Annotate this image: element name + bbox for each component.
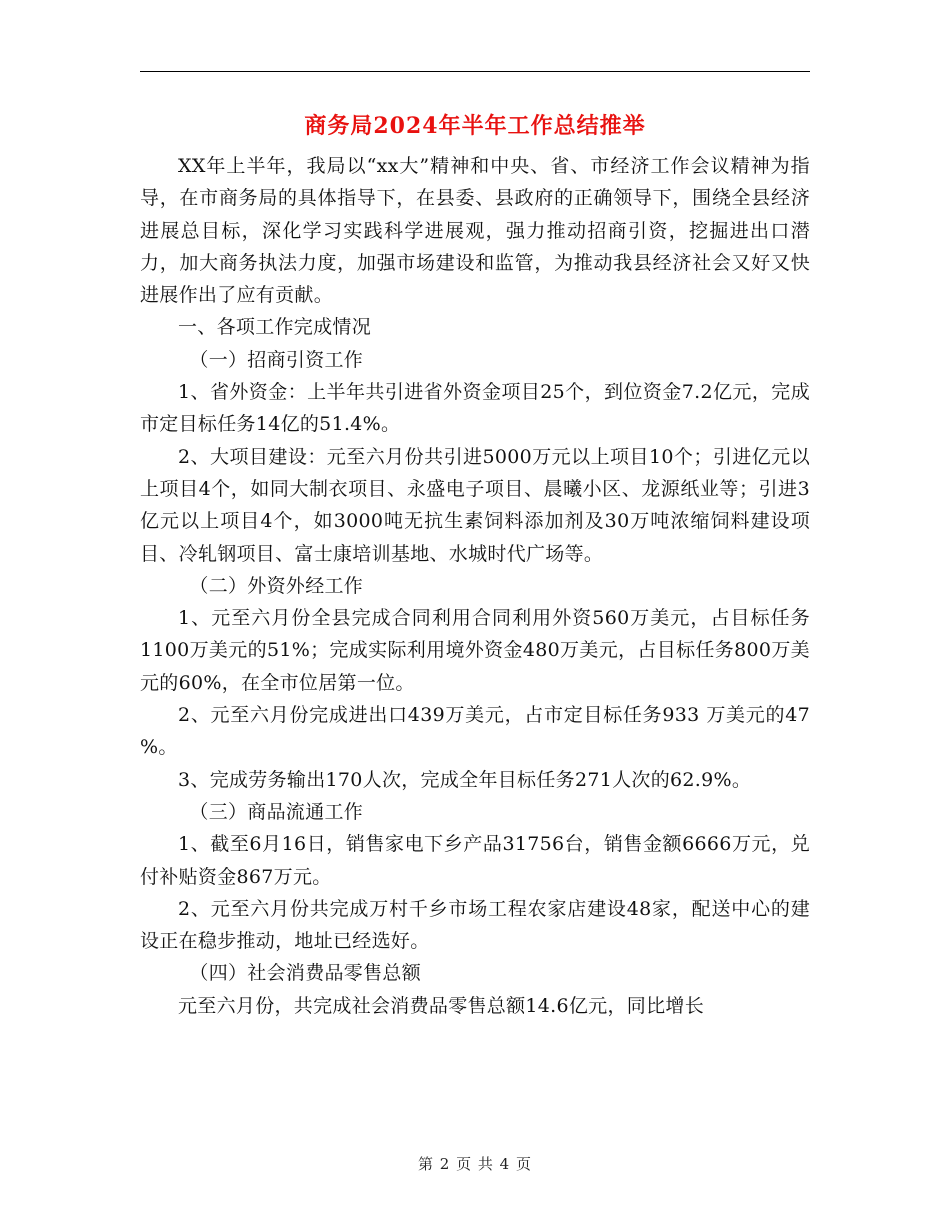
header-rule — [140, 71, 810, 72]
subsection-heading: （三）商品流通工作 — [189, 800, 364, 823]
body-paragraph: 2、元至六月份共完成万村千乡市场工程农家店建设48家，配送中心的建设正在稳步推动，地址已经选好。 — [140, 897, 810, 953]
body-paragraph: 1、省外资金：上半年共引进省外资金项目25个，到位资金7.2亿元，完成市定目标任务14亿的51.4%。 — [140, 381, 810, 436]
section-heading: 一、各项工作完成情况 — [178, 316, 372, 339]
document-title: 商务局2024年半年工作总结推举 — [304, 113, 646, 139]
body-paragraph: 3、完成劳务输出170人次，完成全年目标任务271人次的62.9%。 — [178, 768, 752, 791]
subsection-heading: （四）社会消费品零售总额 — [189, 962, 421, 985]
body-paragraph: 2、大项目建设：元至六月份共引进5000万元以上项目10个；引进亿元以上项目4个，如同大制衣项目、永盛电子项目、晨曦小区、龙源纸业等；引进3亿元以上项目4个，如3000吨无抗生素饲料添加剂及30万吨浓缩饲料建设项目、冷轧钢项目、富士康培训基地、水城时代广场等。 — [140, 445, 810, 565]
document-body — [140, 150, 810, 1022]
body-paragraph: 元至六月份，共完成社会消费品零售总额14.6亿元，同比增长 — [178, 994, 705, 1017]
body-paragraph: 2、元至六月份完成进出口439万美元，占市定目标任务933 万美元的47 %。 — [140, 704, 810, 759]
body-paragraph: 1、截至6月16日，销售家电下乡产品31756台，销售金额6666万元，兑付补贴资金867万元。 — [140, 833, 810, 888]
subsection-heading: （二）外资外经工作 — [189, 574, 364, 597]
subsection-heading: （一）招商引资工作 — [189, 348, 364, 371]
page-number: 第 2 页 共 4 页 — [418, 1155, 532, 1173]
body-paragraph: 1、元至六月份全县完成合同利用合同利用外资560万美元，占目标任务1100万美元的51%；完成实际利用境外资金480万美元，占目标任务800万美元的60%，在全市位居第一位。 — [140, 607, 810, 694]
intro-paragraph: XX年上半年，我局以“xx大”精神和中央、省、市经济工作会议精神为指导，在市商务局的具体指导下，在县委、县政府的正确领导下，围绕全县经济进展总目标，深化学习实践科学进展观，强力推动招商引资，挖掘进出口潜力，加大商务执法力度，加强市场建设和监管，为推动我县经济社会又好又快进展作出了应有贡献。 — [140, 155, 810, 307]
